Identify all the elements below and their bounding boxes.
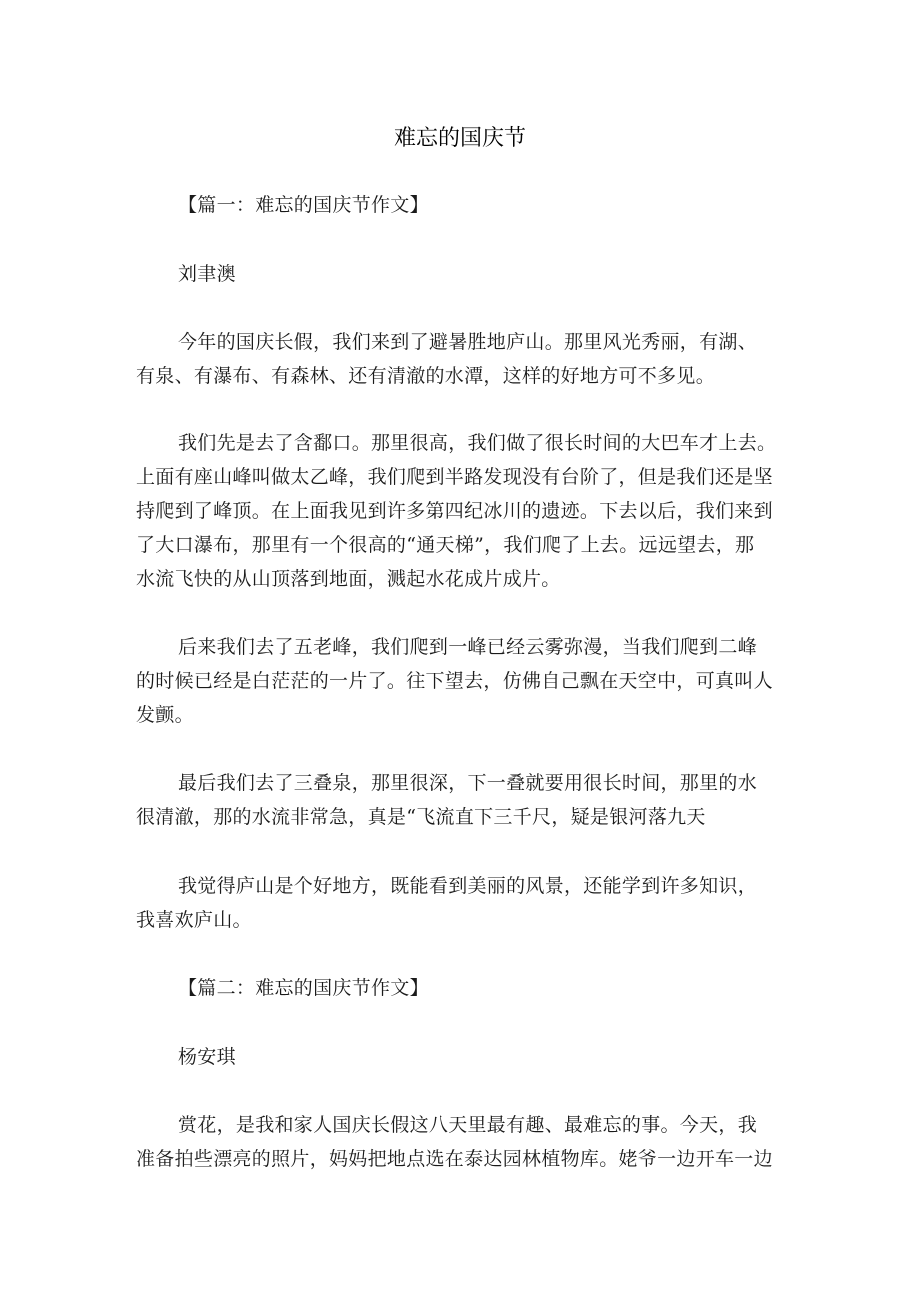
section1-p4-line2: 很清澈，那的水流非常急，真是“飞流直下三千尺，疑是银河落九天 [136,806,706,828]
section2-heading: 【篇二：难忘的国庆节作文】 [178,977,429,999]
section1-p4-line1: 最后我们去了三叠泉，那里很深，下一叠就要用很长时间，那里的水 [178,772,758,794]
section1-p5-line2: 我喜欢庐山。 [136,909,252,931]
section1-p3-line1: 后来我们去了五老峰，我们爬到一峰已经云雾弥漫，当我们爬到二峰 [178,636,758,658]
document-title: 难忘的国庆节 [393,126,526,151]
section1-p2-line3: 持爬到了峰顶。在上面我见到许多第四纪冰川的遗迹。下去以后，我们来到 [136,500,773,522]
section1-p1-line1: 今年的国庆长假，我们来到了避暑胜地庐山。那里风光秀丽，有湖、 [178,331,758,353]
section1-p3-line2: 的时候已经是白茫茫的一片了。往下望去，仿佛自己飘在天空中，可真叫人 [136,670,773,692]
section1-p1-line2: 有泉、有瀑布、有森林、还有清澈的水潭，这样的好地方可不多见。 [136,365,716,387]
section2-p1-line2: 准备拍些漂亮的照片，妈妈把地点选在泰达园林植物库。姥爷一边开车一边 [136,1148,773,1170]
section1-author: 刘聿澳 [178,263,236,285]
section1-p3-line3: 发颤。 [136,704,194,726]
section2-author: 杨安琪 [178,1046,236,1068]
section2-p1-line1: 赏花，是我和家人国庆长假这八天里最有趣、最难忘的事。今天，我 [178,1114,758,1136]
section1-heading: 【篇一：难忘的国庆节作文】 [178,194,429,216]
section1-p2-line2: 上面有座山峰叫做太乙峰，我们爬到半路发现没有台阶了，但是我们还是坚 [136,466,773,488]
section1-p2-line5: 水流飞快的从山顶落到地面，溅起水花成片成片。 [136,568,561,590]
section1-p2-line4: 了大口瀑布，那里有一个很高的“通天梯”，我们爬了上去。远远望去，那 [136,534,755,556]
section1-p2-line1: 我们先是去了含鄱口。那里很高，我们做了很长时间的大巴车才上去。 [178,432,777,454]
section1-p5-line1: 我觉得庐山是个好地方，既能看到美丽的风景，还能学到许多知识， [178,875,758,897]
